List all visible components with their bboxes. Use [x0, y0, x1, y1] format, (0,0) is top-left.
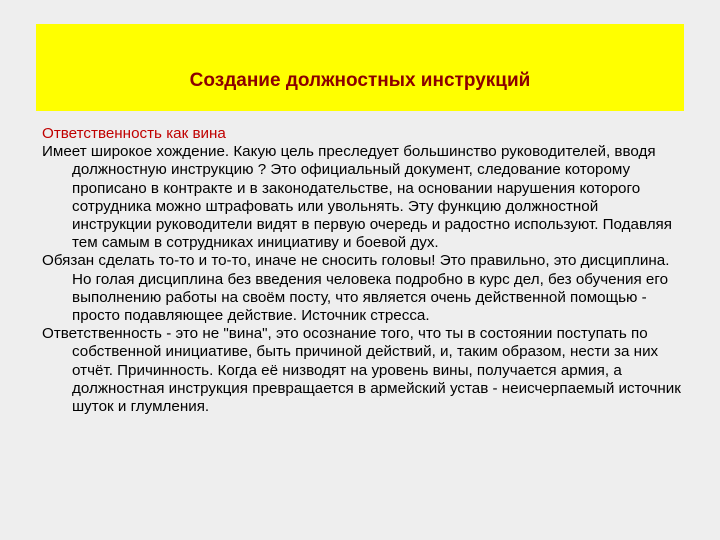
paragraph-2: Обязан сделать то-то и то-то, иначе не сносить головы! Это правильно, это дисциплина. Но голая дисциплина без введения человека подробно в курс дел, без обучения его выполнению работы на своём посту, что является очень действенной помощью - просто подавляющее действие. Источник стресса.: [42, 252, 670, 325]
paragraph-3: Ответственность - это не "вина", это осознание того, что ты в состоянии поступать по собственной инициативе, быть причиной действий, и, таким образом, нести за них отчёт. Причинность. Когда её низводят на уровень вины, получается армия, а должностная инструкция превращается в армейский устав - неисчерпаемый источник шуток и глумления.: [42, 325, 681, 416]
section-subheading: Ответственность как вина: [42, 125, 226, 142]
slide-body: [42, 125, 682, 416]
title-band: [36, 24, 684, 111]
paragraph-1: Имеет широкое хождение. Какую цель преследует большинство руководителей, вводя должностную инструкцию ? Это официальный документ, следование которому прописано в контракте и в законодательстве, на основании нарушения которого сотрудника можно штрафовать или увольнять. Эту функцию должностной инструкции руководители видят в первую очередь и радостно используют. Подавляя тем самым в сотрудниках инициативу и боевой дух.: [42, 143, 672, 252]
slide-title: Создание должностных инструкций: [189, 70, 531, 91]
